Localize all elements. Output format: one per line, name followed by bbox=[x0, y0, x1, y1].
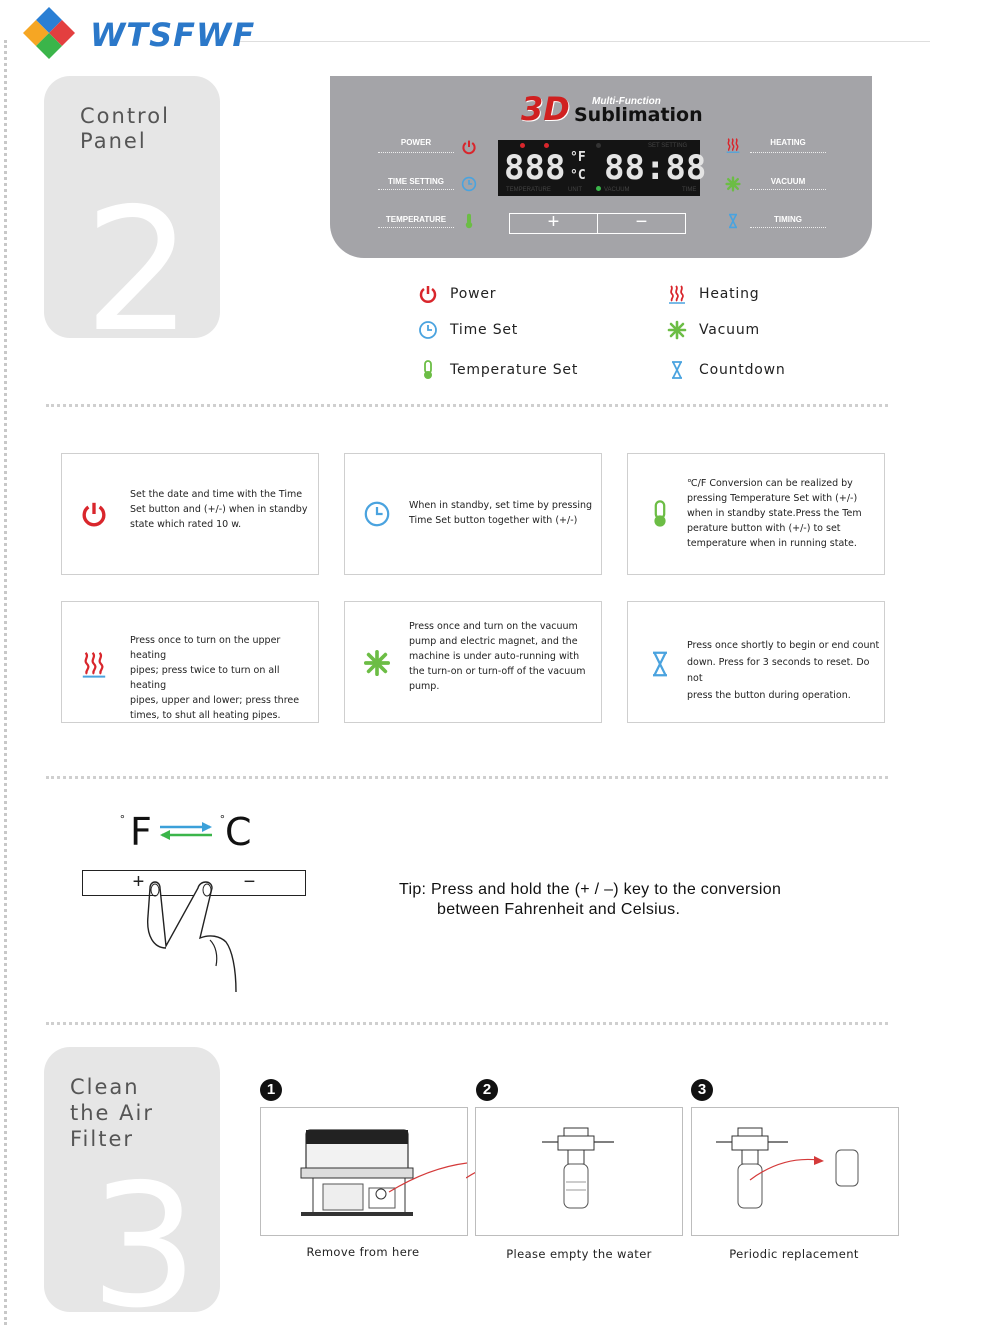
lcd-label-vacuum: VACUUM bbox=[604, 187, 630, 193]
swap-arrows-icon bbox=[158, 820, 214, 842]
panel-label-temperature: TEMPERATURE bbox=[385, 215, 447, 224]
info-text-temperature bbox=[687, 476, 862, 551]
info-text-countdown bbox=[687, 638, 884, 704]
vacuum-icon bbox=[667, 320, 687, 340]
section-title-line1: Control bbox=[80, 104, 170, 128]
step-image-replace bbox=[691, 1107, 899, 1236]
lcd-label-time: TIME bbox=[682, 187, 697, 193]
info-line: times, to shut all heating pipes. bbox=[130, 710, 281, 721]
heating-icon bbox=[80, 650, 108, 678]
panel-label-rule bbox=[750, 189, 826, 190]
panel-label-vacuum: VACUUM bbox=[770, 177, 806, 186]
control-panel-illustration bbox=[330, 76, 872, 258]
info-line: down. Press for 3 seconds to reset. Do not bbox=[687, 656, 870, 684]
panel-title-multifunction: Multi-Function bbox=[592, 96, 661, 107]
info-text-heating bbox=[130, 633, 318, 723]
hand-pressing-icon bbox=[140, 876, 244, 994]
lcd-indicator-dot bbox=[520, 143, 525, 148]
panel-title-sublimation: Sublimation bbox=[574, 104, 703, 126]
step-caption-1: Remove from here bbox=[306, 1245, 420, 1259]
thermometer-icon bbox=[418, 360, 438, 380]
info-line: pipes; press twice to turn on all heating bbox=[130, 665, 280, 691]
info-text-time-set bbox=[409, 498, 592, 528]
info-line: Set the date and time with the Time bbox=[130, 489, 303, 500]
legend-countdown-label: Countdown bbox=[699, 362, 786, 378]
info-box-power bbox=[61, 453, 319, 575]
section-title-line1: Clean bbox=[70, 1075, 140, 1099]
info-line: pump and electric magnet, and the bbox=[409, 636, 578, 647]
brand-logo-icon bbox=[20, 5, 78, 63]
info-line: when in standby state.Press the Tem bbox=[687, 508, 862, 519]
section-number: 3 bbox=[90, 1148, 199, 1312]
info-line: temperature when in running state. bbox=[687, 538, 857, 549]
info-line: Press once to turn on the upper heating bbox=[130, 635, 281, 661]
section-title-line2: Panel bbox=[80, 129, 147, 154]
panel-label-rule bbox=[378, 152, 454, 153]
plus-minus-keys bbox=[509, 213, 686, 234]
info-line: Set button and (+/-) when in standby bbox=[130, 504, 308, 515]
lcd-unit-c: °C bbox=[570, 168, 586, 183]
hourglass-icon bbox=[667, 360, 687, 380]
illustration-plus-key: + bbox=[132, 871, 145, 893]
info-line: Press once shortly to begin or end count bbox=[687, 640, 880, 651]
filter-replacement-illustration bbox=[692, 1108, 898, 1235]
panel-label-timing: TIMING bbox=[774, 215, 802, 224]
info-box-heating bbox=[61, 601, 319, 723]
info-line: state which rated 10 w. bbox=[130, 519, 242, 530]
degree-symbol-f: ° bbox=[120, 812, 125, 826]
info-line: When in standby, set time by pressing bbox=[409, 500, 593, 511]
legend-vacuum-label: Vacuum bbox=[699, 322, 760, 338]
conversion-tip bbox=[399, 880, 781, 920]
lcd-label-set: SET SETTING bbox=[648, 143, 688, 149]
lcd-indicator-dot bbox=[596, 186, 601, 191]
info-line: Time Set button together with (+/-) bbox=[409, 515, 578, 526]
machine-illustration bbox=[261, 1108, 467, 1235]
info-line: the turn-on or turn-off of the vacuum bbox=[409, 666, 586, 677]
info-line: Press once and turn on the vacuum bbox=[409, 621, 578, 632]
legend-power bbox=[418, 284, 496, 304]
legend-temperature-set bbox=[418, 360, 578, 380]
lcd-unit-f: °F bbox=[570, 150, 586, 165]
step-image-remove bbox=[260, 1107, 468, 1236]
panel-vacuum-button[interactable] bbox=[725, 176, 741, 192]
panel-temperature-button[interactable] bbox=[461, 213, 477, 229]
power-icon bbox=[418, 284, 438, 304]
step-number-3: 3 bbox=[691, 1079, 713, 1101]
panel-label-time-setting: TIME SETTING bbox=[388, 177, 444, 186]
lcd-time-digits: 88:88 bbox=[604, 148, 707, 188]
panel-heating-button[interactable] bbox=[725, 137, 741, 153]
panel-label-heating: HEATING bbox=[770, 138, 806, 147]
section-title bbox=[70, 1074, 220, 1152]
info-text-power bbox=[130, 487, 307, 532]
step-number-2: 2 bbox=[476, 1079, 498, 1101]
thermometer-icon bbox=[646, 500, 674, 528]
dotted-separator bbox=[46, 1022, 888, 1025]
degree-symbol-c: ° bbox=[220, 812, 225, 826]
section-title bbox=[80, 104, 170, 154]
info-line: ℃/F Conversion can be realized by bbox=[687, 478, 853, 489]
step-image-empty-water bbox=[475, 1107, 683, 1236]
legend-temperature-set-label: Temperature Set bbox=[450, 362, 579, 378]
info-box-countdown bbox=[627, 601, 885, 723]
info-box-temperature bbox=[627, 453, 885, 575]
legend-power-label: Power bbox=[450, 286, 497, 302]
section-title-line2: the Air Filter bbox=[70, 1101, 154, 1151]
brand-name: WTSFWF bbox=[90, 16, 256, 54]
heating-icon bbox=[667, 284, 687, 304]
info-line: perature button with (+/-) to set bbox=[687, 523, 841, 534]
tip-line1: Tip: Press and hold the (+ / –) key to the conversion bbox=[399, 881, 782, 898]
legend-heating bbox=[667, 284, 759, 304]
step-caption-2: Please empty the water bbox=[506, 1247, 652, 1261]
filter-canister-illustration bbox=[476, 1108, 682, 1235]
info-line: pipes, upper and lower; press three bbox=[130, 695, 300, 706]
panel-label-rule bbox=[378, 227, 454, 228]
fahrenheit-letter: F bbox=[130, 810, 152, 854]
info-line: pump. bbox=[409, 681, 440, 692]
panel-label-rule bbox=[750, 152, 826, 153]
info-box-vacuum bbox=[344, 601, 602, 723]
header-rule bbox=[236, 41, 930, 42]
panel-label-power: POWER bbox=[400, 138, 432, 147]
legend-countdown bbox=[667, 360, 786, 380]
panel-minus-key[interactable]: − bbox=[635, 211, 648, 233]
lcd-label-unit: UNIT bbox=[568, 187, 582, 193]
legend-vacuum bbox=[667, 320, 760, 340]
panel-timing-button[interactable] bbox=[725, 213, 741, 229]
lcd-indicator-dot bbox=[596, 143, 601, 148]
section-card-control-panel bbox=[44, 76, 220, 338]
vacuum-icon bbox=[363, 649, 391, 677]
legend-heating-label: Heating bbox=[699, 286, 760, 302]
clock-icon bbox=[363, 500, 391, 528]
section-card-clean-air-filter bbox=[44, 1047, 220, 1312]
clock-icon bbox=[418, 320, 438, 340]
info-line: pressing Temperature Set with (+/-) bbox=[687, 493, 858, 504]
info-text-vacuum bbox=[409, 619, 586, 694]
power-icon bbox=[80, 500, 108, 528]
lcd-temperature-digits: 888 bbox=[504, 148, 566, 188]
tip-line2: between Fahrenheit and Celsius. bbox=[437, 901, 681, 918]
illustration-minus-key: − bbox=[243, 871, 256, 893]
legend-time-set-label: Time Set bbox=[450, 322, 519, 338]
hourglass-icon bbox=[646, 650, 674, 678]
panel-plus-key[interactable]: + bbox=[510, 214, 598, 233]
panel-power-button[interactable] bbox=[461, 139, 477, 155]
dotted-separator bbox=[46, 404, 888, 407]
legend-time-set bbox=[418, 320, 518, 340]
lcd-label-temperature: TEMPERATURE bbox=[506, 187, 551, 193]
panel-label-rule bbox=[378, 189, 454, 190]
info-line: press the button during operation. bbox=[687, 689, 851, 701]
section-number: 2 bbox=[84, 172, 193, 338]
info-box-time-set bbox=[344, 453, 602, 575]
left-dotted-border bbox=[4, 40, 7, 1325]
panel-time-set-button[interactable] bbox=[461, 176, 477, 192]
info-line: machine is under auto-running with bbox=[409, 651, 580, 662]
lcd-display bbox=[498, 140, 707, 196]
panel-label-rule bbox=[750, 227, 826, 228]
dotted-separator bbox=[46, 776, 888, 779]
celsius-letter: C bbox=[225, 810, 252, 854]
step-caption-3: Periodic replacement bbox=[729, 1247, 859, 1261]
step-number-1: 1 bbox=[260, 1079, 282, 1101]
lcd-indicator-dot bbox=[544, 143, 549, 148]
panel-title-3d: 3D bbox=[521, 90, 570, 128]
